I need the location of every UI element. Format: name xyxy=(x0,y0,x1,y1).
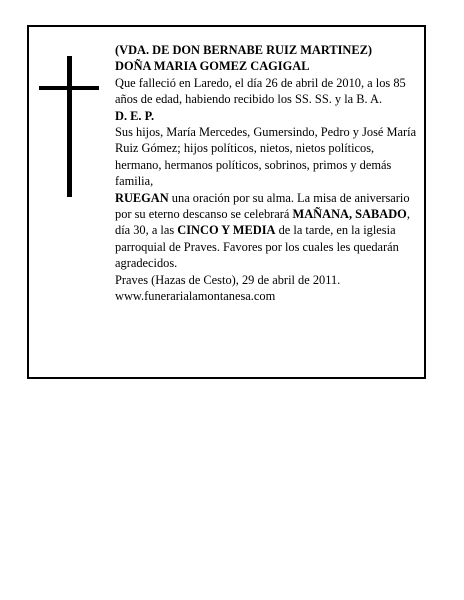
mass-paragraph xyxy=(115,190,420,272)
dep-line: D. E. P. xyxy=(115,108,155,123)
family-list: Sus hijos, María Mercedes, Gumersindo, Pedro y José María Ruiz Gómez; hijos políticos, nietos, nietos políticos, hermano, hermanos políticos, sobrinos, primos y demás familia, xyxy=(115,125,417,189)
day-text: , día 30, a las xyxy=(115,207,410,238)
website-link[interactable]: www.funerarialamontanesa.com xyxy=(115,289,276,304)
place-text: de la tarde, en la iglesia parroquial de Praves. Favores por los cuales les quedarán agradecidos. xyxy=(115,223,399,271)
widow-line: (VDA. DE DON BERNABE RUIZ MARTINEZ) xyxy=(115,43,373,57)
location-date: Praves (Hazas de Cesto), 29 de abril de 2011. xyxy=(115,272,341,287)
notice-text xyxy=(115,42,420,305)
ruegan-text: RUEGAN xyxy=(115,190,169,205)
obituary-notice xyxy=(27,25,426,379)
mass-day: MAÑANA, SABADO xyxy=(292,207,407,222)
deceased-name: DOÑA MARIA GOMEZ CAGIGAL xyxy=(115,59,310,74)
cross-horizontal-bar xyxy=(39,86,99,90)
cross-vertical-bar xyxy=(67,56,72,197)
prayer-text: una oración por su alma. La misa de aniversario por su eterno descanso se celebrará xyxy=(115,190,410,222)
mass-time: CINCO Y MEDIA xyxy=(177,223,276,238)
death-details: Que falleció en Laredo, el día 26 de abril de 2010, a los 85 años de edad, habiendo recibido los SS. SS. y la B. A. xyxy=(115,75,406,107)
